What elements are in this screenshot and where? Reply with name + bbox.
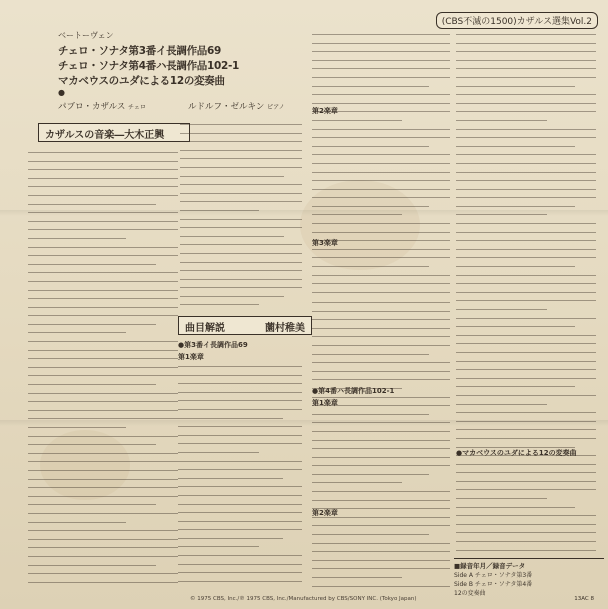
- work-subheading: ●第4番ハ長調作品102-1: [312, 387, 395, 395]
- text-lines: [28, 152, 178, 588]
- text-line: [28, 375, 178, 376]
- text-line: [28, 401, 178, 402]
- text-line: [312, 257, 450, 258]
- text-line: [456, 481, 596, 482]
- text-line: [456, 223, 596, 224]
- text-line: [28, 479, 178, 480]
- text-line: [312, 129, 450, 130]
- text-line: [28, 496, 178, 497]
- text-line: [312, 86, 429, 87]
- text-line: [178, 504, 302, 505]
- text-line: [312, 440, 450, 441]
- text-line: [456, 412, 596, 413]
- text-line: [456, 34, 596, 35]
- text-line: [456, 283, 596, 284]
- text-line: [178, 564, 302, 565]
- text-line: [180, 296, 284, 297]
- text-line: [28, 161, 178, 162]
- text-line: [456, 146, 575, 147]
- text-line: [312, 448, 450, 449]
- text-line: [178, 538, 283, 539]
- text-line: [456, 214, 547, 215]
- movement-subheading: 第1楽章: [178, 353, 204, 361]
- catalog-number: 13AC 8: [574, 596, 594, 602]
- text-line: [180, 287, 302, 288]
- text-line: [456, 292, 596, 293]
- text-line: [178, 452, 259, 453]
- text-line: [456, 300, 596, 301]
- text-line: [180, 253, 302, 254]
- text-line: [312, 43, 450, 44]
- text-line: [178, 512, 302, 513]
- text-line: [178, 366, 302, 367]
- notes-author: 薗村稚美: [265, 323, 305, 334]
- text-line: [180, 270, 302, 271]
- text-line: [28, 247, 178, 248]
- text-line: [312, 500, 450, 501]
- text-line: [28, 556, 178, 557]
- text-line: [312, 465, 450, 466]
- text-line: [456, 507, 575, 508]
- text-line: [28, 350, 178, 351]
- pianist: [188, 100, 285, 112]
- text-line: [28, 307, 178, 308]
- text-line: [178, 383, 302, 384]
- text-line: [178, 400, 302, 401]
- text-line: [456, 472, 596, 473]
- text-line: [178, 435, 302, 436]
- text-line: [456, 163, 596, 164]
- text-line: [28, 238, 126, 239]
- text-line: [312, 154, 450, 155]
- text-line: [28, 195, 178, 196]
- text-line: [28, 341, 178, 342]
- text-line: [456, 60, 596, 61]
- text-line: [28, 272, 178, 273]
- text-line: [456, 103, 596, 104]
- text-line: [28, 367, 178, 368]
- text-line: [456, 51, 596, 52]
- credits-line: Side A チェロ・ソナタ第3番: [454, 572, 533, 579]
- text-line: [456, 180, 596, 181]
- text-line: [312, 543, 450, 544]
- performers: [58, 100, 290, 112]
- text-line: [312, 68, 450, 69]
- text-lines: [312, 34, 450, 300]
- text-line: [28, 436, 178, 437]
- text-line: [178, 555, 302, 556]
- text-line: [312, 354, 429, 355]
- text-line: [312, 457, 450, 458]
- copyright-footer: © 1975 CBS, Inc./℗ 1975 CBS, Inc./Manufactured by CBS/SONY INC. (Tokyo Japan): [190, 596, 417, 602]
- essay-column: [28, 148, 178, 588]
- work-subheading: ●第3番イ長調作品69: [178, 341, 248, 349]
- work-title: チェロ・ソナタ第4番ハ長調作品102-1: [58, 60, 240, 72]
- text-line: [28, 410, 178, 411]
- pianist-role: ピアノ: [267, 104, 285, 111]
- text-line: [312, 534, 429, 535]
- text-line: [456, 68, 596, 69]
- text-line: [178, 486, 302, 487]
- text-line: [28, 461, 178, 462]
- text-line: [456, 318, 596, 319]
- text-line: [178, 546, 259, 547]
- cellist-name: パブロ・カザルス: [58, 102, 126, 112]
- text-line: [28, 444, 156, 445]
- text-line: [312, 180, 450, 181]
- text-line: [28, 212, 178, 213]
- text-lines: [178, 366, 302, 589]
- text-line: [456, 378, 596, 379]
- text-line: [456, 275, 596, 276]
- text-line: [312, 223, 450, 224]
- text-line: [456, 326, 575, 327]
- text-line: [312, 474, 429, 475]
- composer-name: ベートーヴェン: [58, 31, 114, 40]
- text-line: [456, 489, 596, 490]
- text-line: [312, 491, 450, 492]
- text-line: [180, 124, 302, 125]
- text-line: [456, 129, 596, 130]
- text-line: [28, 539, 178, 540]
- text-line: [28, 290, 178, 291]
- text-line: [312, 482, 402, 483]
- work-title: マカベウスのユダによる12の変奏曲: [58, 75, 225, 87]
- text-line: [456, 120, 547, 121]
- text-line: [312, 94, 450, 95]
- text-line: [28, 565, 156, 566]
- text-lines: [456, 34, 596, 555]
- text-line: [28, 427, 126, 428]
- text-line: [456, 309, 547, 310]
- text-line: [312, 379, 450, 380]
- text-line: [456, 154, 596, 155]
- text-line: [312, 302, 450, 303]
- text-line: [178, 495, 302, 496]
- text-line: [180, 262, 302, 263]
- text-line: [28, 315, 178, 316]
- text-line: [28, 152, 178, 153]
- text-line: [180, 150, 302, 151]
- work-subheading: ●マカベウスのユダによる12の変奏曲: [456, 449, 577, 457]
- text-line: [312, 120, 402, 121]
- text-line: [312, 551, 450, 552]
- text-line: [180, 236, 284, 237]
- text-line: [28, 487, 178, 488]
- text-line: [456, 361, 596, 362]
- text-line: [456, 240, 596, 241]
- text-line: [312, 422, 450, 423]
- text-line: [456, 137, 596, 138]
- text-line: [28, 573, 178, 574]
- text-line: [312, 266, 429, 267]
- text-line: [456, 515, 596, 516]
- text-line: [28, 504, 156, 505]
- text-line: [180, 304, 259, 305]
- text-column: [456, 30, 596, 555]
- essay-column: [180, 120, 302, 310]
- text-line: [456, 86, 575, 87]
- text-line: [456, 335, 596, 336]
- bullet: ●: [58, 88, 65, 97]
- text-line: [178, 426, 302, 427]
- text-line: [28, 186, 178, 187]
- text-line: [456, 257, 596, 258]
- text-line: [456, 189, 596, 190]
- text-line: [456, 111, 596, 112]
- text-line: [456, 43, 596, 44]
- text-line: [312, 206, 429, 207]
- credits-line: Side B チェロ・ソナタ第4番: [454, 581, 533, 588]
- text-line: [178, 443, 302, 444]
- text-line: [178, 469, 302, 470]
- text-line: [28, 229, 178, 230]
- credits-heading: ■録音年月／録音データ: [454, 562, 526, 570]
- text-lines: [312, 302, 450, 590]
- text-line: [456, 94, 596, 95]
- text-line: [28, 522, 126, 523]
- text-line: [456, 386, 575, 387]
- text-line: [312, 146, 429, 147]
- text-line: [456, 266, 575, 267]
- recording-credits: [454, 558, 604, 598]
- text-line: [312, 189, 450, 190]
- text-line: [178, 409, 302, 410]
- text-line: [456, 395, 596, 396]
- text-lines: [180, 124, 302, 310]
- text-line: [312, 560, 450, 561]
- text-line: [180, 167, 302, 168]
- text-line: [178, 478, 283, 479]
- text-line: [28, 547, 178, 548]
- text-line: [456, 421, 596, 422]
- text-line: [456, 343, 596, 344]
- text-line: [312, 103, 450, 104]
- text-line: [456, 524, 596, 525]
- text-line: [180, 141, 302, 142]
- text-line: [312, 249, 450, 250]
- credits-line: 12の変奏曲: [454, 590, 486, 597]
- cellist-role: チェロ: [128, 104, 146, 111]
- text-line: [312, 163, 450, 164]
- text-line: [28, 255, 178, 256]
- text-line: [28, 530, 178, 531]
- text-line: [28, 384, 156, 385]
- notes-title: 曲目解説: [185, 323, 225, 334]
- text-line: [456, 498, 547, 499]
- text-line: [178, 581, 302, 582]
- text-line: [180, 184, 302, 185]
- text-line: [312, 362, 450, 363]
- text-line: [178, 392, 302, 393]
- text-line: [456, 404, 547, 405]
- text-line: [312, 214, 402, 215]
- text-line: [312, 292, 450, 293]
- text-line: [312, 311, 450, 312]
- text-line: [180, 210, 259, 211]
- text-line: [28, 204, 156, 205]
- text-line: [312, 283, 450, 284]
- text-line: [28, 281, 178, 282]
- text-line: [28, 513, 178, 514]
- text-line: [180, 201, 302, 202]
- text-line: [180, 244, 302, 245]
- text-line: [312, 431, 450, 432]
- movement-subheading: 第3楽章: [312, 239, 338, 247]
- text-line: [312, 197, 450, 198]
- notes-heading: [178, 316, 312, 335]
- text-line: [312, 137, 450, 138]
- text-line: [180, 227, 302, 228]
- text-line: [312, 568, 450, 569]
- text-line: [178, 461, 302, 462]
- text-line: [180, 193, 302, 194]
- text-line: [28, 453, 178, 454]
- text-line: [178, 418, 283, 419]
- text-line: [312, 60, 450, 61]
- text-line: [456, 464, 596, 465]
- text-line: [180, 158, 302, 159]
- text-line: [28, 169, 178, 170]
- text-line: [312, 414, 429, 415]
- text-line: [312, 586, 450, 587]
- text-line: [28, 264, 156, 265]
- notes-column: [178, 364, 302, 589]
- text-line: [312, 51, 450, 52]
- text-line: [456, 541, 596, 542]
- text-line: [178, 521, 302, 522]
- text-line: [456, 172, 596, 173]
- text-line: [28, 324, 156, 325]
- text-line: [456, 429, 596, 430]
- text-line: [456, 369, 596, 370]
- text-line: [312, 232, 450, 233]
- text-line: [28, 298, 178, 299]
- text-line: [456, 438, 596, 439]
- text-line: [312, 34, 450, 35]
- text-line: [178, 375, 302, 376]
- text-line: [180, 279, 302, 280]
- text-line: [180, 219, 302, 220]
- text-line: [28, 393, 178, 394]
- text-line: [28, 221, 178, 222]
- text-line: [456, 352, 596, 353]
- text-line: [456, 532, 596, 533]
- text-line: [312, 172, 450, 173]
- movement-subheading: 第2楽章: [312, 107, 338, 115]
- text-line: [28, 582, 178, 583]
- text-line: [312, 336, 450, 337]
- text-column: [312, 30, 450, 300]
- text-line: [456, 249, 596, 250]
- text-line: [312, 345, 450, 346]
- text-line: [180, 176, 284, 177]
- series-label: (CBS不滅の1500)カザルス選集Vol.2: [436, 12, 598, 29]
- text-line: [456, 206, 575, 207]
- pianist-name: ルドルフ・ゼルキン: [188, 102, 265, 112]
- text-line: [456, 197, 596, 198]
- essay-heading: カザルスの音楽―大木正興: [38, 123, 190, 142]
- movement-subheading: 第2楽章: [312, 509, 338, 517]
- text-line: [312, 577, 402, 578]
- text-line: [312, 319, 450, 320]
- text-line: [312, 275, 450, 276]
- text-line: [312, 328, 450, 329]
- text-line: [312, 77, 450, 78]
- text-line: [456, 77, 596, 78]
- text-line: [456, 232, 596, 233]
- text-line: [180, 133, 302, 134]
- text-line: [178, 572, 302, 573]
- movement-subheading: 第1楽章: [312, 399, 338, 407]
- text-line: [28, 332, 126, 333]
- text-line: [28, 358, 178, 359]
- text-line: [178, 529, 302, 530]
- text-line: [28, 470, 178, 471]
- notes-column: [312, 300, 450, 590]
- work-title: チェロ・ソナタ第3番イ長調作品69: [58, 45, 221, 57]
- text-line: [456, 550, 596, 551]
- text-line: [312, 371, 450, 372]
- text-line: [312, 525, 450, 526]
- text-line: [28, 418, 178, 419]
- text-line: [28, 178, 178, 179]
